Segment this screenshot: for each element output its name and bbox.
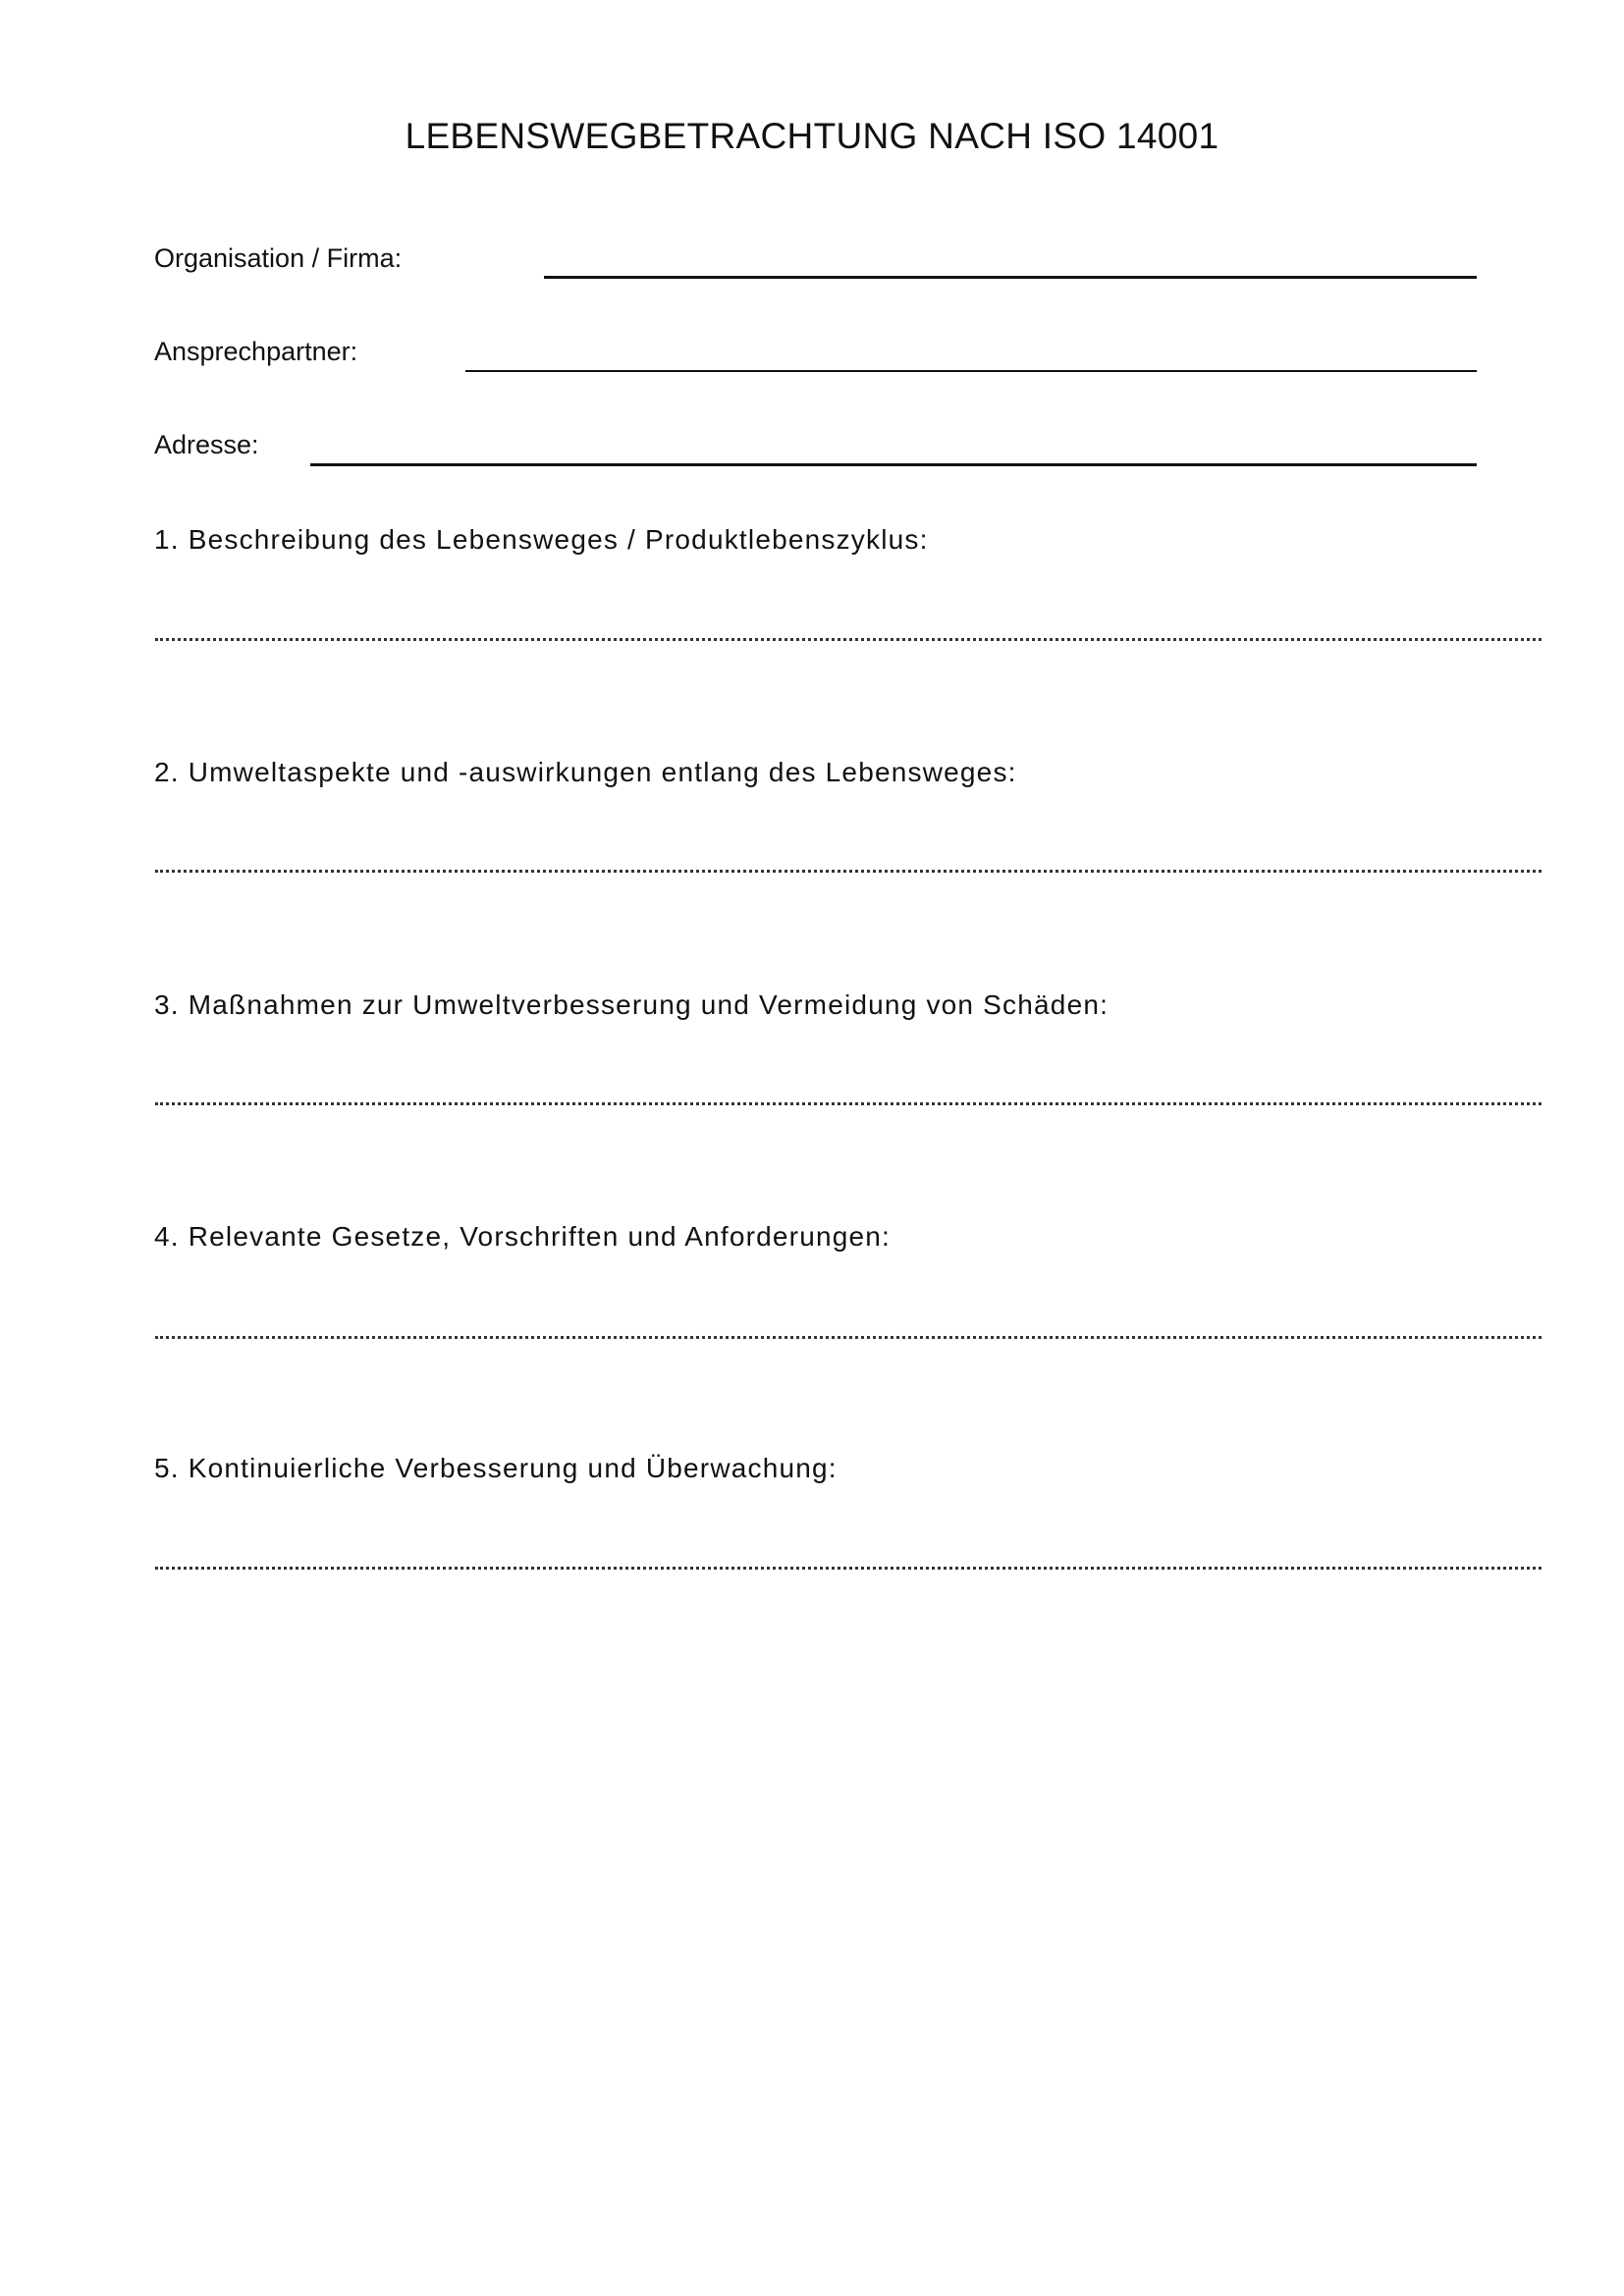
section-5-dotted-line [155, 1567, 1542, 1570]
contact-person-label: Ansprechpartner: [154, 337, 358, 366]
section-1-heading: 1. Beschreibung des Lebensweges / Produktlebenszyklus: [154, 524, 929, 555]
contact-person-underline [465, 370, 1477, 372]
section-4-heading: 4. Relevante Gesetze, Vorschriften und Anforderungen: [154, 1221, 892, 1252]
organisation-label: Organisation / Firma: [154, 243, 403, 273]
section-3-dotted-line [155, 1102, 1542, 1105]
section-3-field[interactable] [155, 1053, 1542, 1102]
address-label: Adresse: [154, 430, 259, 459]
address-field[interactable] [310, 422, 1477, 461]
section-1-dotted-line [155, 638, 1542, 641]
section-5-heading: 5. Kontinuierliche Verbesserung und Überwachung: [154, 1453, 838, 1483]
organisation-field[interactable] [544, 236, 1477, 275]
organisation-underline [544, 276, 1477, 279]
page-title: LEBENSWEGBETRACHTUNG NACH ISO 14001 [405, 116, 1219, 156]
section-2-dotted-line [155, 870, 1542, 873]
section-3-heading: 3. Maßnahmen zur Umweltverbesserung und Vermeidung von Schäden: [154, 989, 1110, 1020]
section-4-field[interactable] [155, 1287, 1542, 1336]
section-2-field[interactable] [155, 821, 1542, 870]
section-2-heading: 2. Umweltaspekte und -auswirkungen entlang des Lebensweges: [154, 757, 1017, 787]
section-5-field[interactable] [155, 1518, 1542, 1567]
contact-person-field[interactable] [465, 329, 1477, 368]
section-4-dotted-line [155, 1336, 1542, 1339]
section-1-field[interactable] [155, 589, 1542, 638]
address-underline [310, 463, 1477, 466]
